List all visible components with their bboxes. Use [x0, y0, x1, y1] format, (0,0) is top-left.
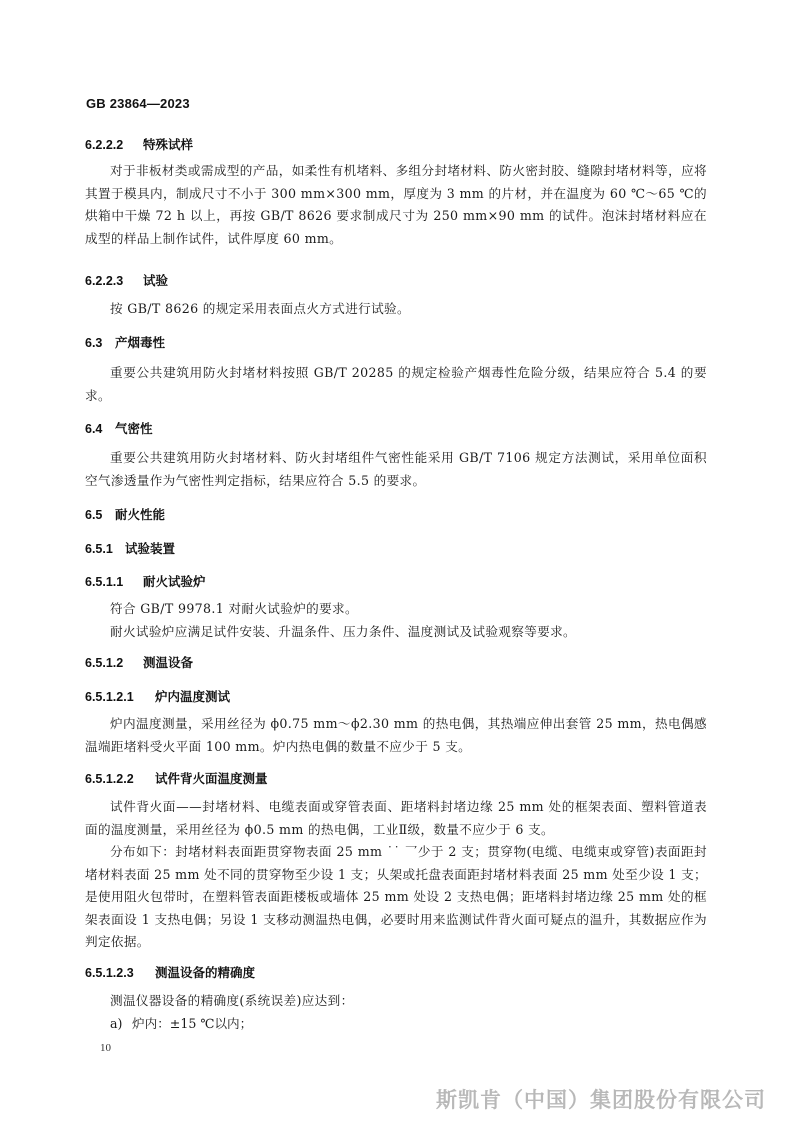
section-heading	[85, 688, 707, 706]
paragraph: 对于非板材类或需成型的产品，如柔性有机堵料、多组分封堵材料、防火密封胶、缝隙封堵材料等，应将其置于模具内，制成尺寸不小于 300 mm×300 mm，厚度为 3 mm 的片材，并在温度为 60 ℃～65 ℃的烘箱中干燥 72 h 以上，再按 GB/T 8626 要求制成尺寸为 250 mm×90 mm 的试件。泡沫封堵材料应在成型的样品上制作试件，试件厚度 60 mm。	[85, 163, 707, 246]
section-number: 6.5.1.2.1	[85, 690, 134, 704]
paragraph: 重要公共建筑用防火封堵材料、防火封堵组件气密性能采用 GB/T 7106 规定方法测试，采用单位面积空气渗透量作为气密性判定指标，结果应符合 5.5 的要求。	[85, 450, 707, 488]
section-number: 6.5.1.1	[85, 575, 124, 589]
paragraph: 按 GB/T 8626 的规定采用表面点火方式进行试验。	[110, 301, 410, 316]
section-6-5-1-1-body	[85, 598, 707, 643]
section-title: 气密性	[115, 421, 153, 436]
section-heading	[85, 964, 707, 982]
section-title: 试件背火面温度测量	[155, 771, 268, 786]
section-number: 6.3	[85, 336, 103, 350]
section-title: 耐火试验炉	[143, 574, 206, 589]
section-6-5-1-2-2-body	[85, 796, 707, 954]
section-6-5-1-2-3-body	[85, 990, 707, 1035]
section-6-3-body	[85, 362, 707, 407]
paragraph: 重要公共建筑用防火封堵材料按照 GB/T 20285 的规定检验产烟毒性危险分级，结果应符合 5.4 的要求。	[85, 365, 707, 403]
section-heading	[85, 540, 707, 558]
paragraph: 耐火试验炉应满足试件安装、升温条件、压力条件、温度测试及试验观察等要求。	[110, 623, 576, 639]
section-6-2-2-3-body	[85, 298, 707, 321]
list-item	[85, 1013, 707, 1036]
section-6-2-2-2	[85, 136, 707, 154]
paragraph: 分布如下：封堵材料表面距贯穿物表面 25 mm ˙˙ 乛少于 2 支；贯穿物(电缆、电缆束或穿管)表面距封堵材料表面 25 mm 处不同的贯穿物至少设 1 支；乆架或托盘表面距封堵材料表面 25 mm 处至少设 1 支；是使用阻火包带时，在塑料管表面距楼板或墙体 25 mm 处设 2 支热电偶；距堵料封堵边缘 25 mm 处的框架表面设 1 支热电偶；另设 1 支移动测温热电偶，必要时用来监测试件背火面可疑点的温升，其数据应作为判定依据。	[85, 844, 707, 949]
section-number: 6.2.2.2	[85, 138, 124, 152]
section-6-2-2-3	[85, 272, 707, 290]
section-heading	[85, 506, 707, 524]
section-6-5-1-2	[85, 654, 707, 672]
section-6-5-1-2-2	[85, 770, 707, 788]
list-marker: a)	[110, 1015, 123, 1031]
section-heading	[85, 420, 707, 438]
section-title: 测温设备的精确度	[155, 965, 256, 980]
section-title: 测温设备	[143, 655, 194, 670]
section-heading	[85, 136, 707, 154]
section-6-5-1-2-1-body	[85, 713, 707, 758]
section-6-4	[85, 420, 707, 438]
section-number: 6.5.1.2.3	[85, 966, 134, 980]
section-title: 炉内温度测试	[155, 689, 231, 704]
section-title: 试验装置	[125, 541, 176, 556]
section-heading	[85, 573, 707, 591]
paragraph: 测温仪器设备的精确度(系统误差)应达到：	[110, 993, 354, 1008]
section-title: 试验	[143, 273, 169, 288]
section-heading	[85, 334, 707, 352]
section-6-5-1	[85, 540, 707, 558]
section-6-5-1-1	[85, 573, 707, 591]
section-number: 6.5.1.2	[85, 656, 124, 670]
section-heading	[85, 770, 707, 788]
section-6-5-1-2-3	[85, 964, 707, 982]
section-heading	[85, 272, 707, 290]
section-6-2-2-2-body	[85, 160, 707, 250]
paragraph: 符合 GB/T 9978.1 对耐火试验炉的要求。	[110, 601, 358, 616]
section-title: 特殊试样	[143, 137, 194, 152]
section-6-5-1-2-1	[85, 688, 707, 706]
section-title: 产烟毒性	[115, 335, 166, 350]
section-6-3	[85, 334, 707, 352]
company-watermark: 斯凯肯（中国）集团股份有限公司	[436, 1088, 766, 1112]
page-number: 10	[100, 1042, 111, 1054]
section-number: 6.2.2.3	[85, 274, 124, 288]
section-heading	[85, 654, 707, 672]
section-number: 6.5	[85, 508, 103, 522]
section-number: 6.5.1.2.2	[85, 772, 134, 786]
list-item-text: 炉内：±15 ℃以内；	[132, 1015, 253, 1031]
section-title: 耐火性能	[115, 507, 166, 522]
paragraph: 炉内温度测量，采用丝径为 ϕ0.75 mm～ϕ2.30 mm 的热电偶，其热端应伸出套管 25 mm，热电偶感温端距堵料受火平面 100 mm。炉内热电偶的数量不应少于 5 支。	[85, 716, 707, 754]
standard-code: GB 23864—2023	[86, 96, 190, 111]
section-number: 6.4	[85, 422, 103, 436]
paragraph: 试件背火面——封堵材料、电缆表面或穿管表面、距堵料封堵边缘 25 mm 处的框架表面、塑料管道表面的温度测量，采用丝径为 ϕ0.5 mm 的热电偶，工业Ⅱ级，数量不应少于 6 支。	[85, 799, 707, 837]
section-number: 6.5.1	[85, 542, 113, 556]
section-6-4-body	[85, 447, 707, 492]
section-6-5	[85, 506, 707, 524]
